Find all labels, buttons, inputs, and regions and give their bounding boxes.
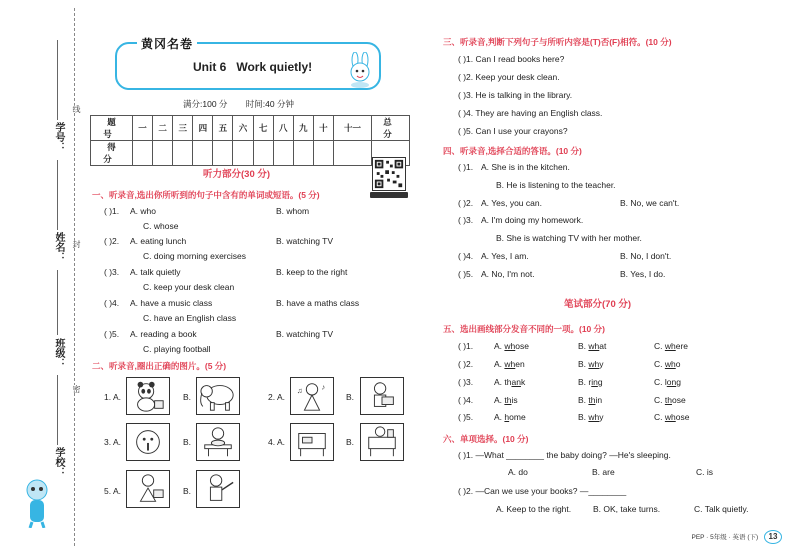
rabbit-icon (345, 52, 375, 88)
word-part: A. th (494, 377, 512, 387)
exam-time: 时间:40 分钟 (245, 99, 294, 109)
sec1-q1-opt-c[interactable]: C. whose (143, 221, 179, 231)
sec1-q1-number: ( )1. (104, 206, 120, 216)
pic-3a[interactable] (126, 423, 170, 461)
sec4-q5-number: ( )5. (458, 269, 474, 279)
underlined-letters: wh (664, 359, 676, 369)
sec5-q3-opt-b[interactable] (578, 377, 603, 387)
sec1-q2-opt-a[interactable]: A. eating lunch (130, 236, 187, 246)
word-part: B. r (578, 377, 592, 387)
girl-writing-icon (127, 471, 169, 507)
binding-margin (0, 0, 88, 554)
sec5-q4-opt-a[interactable] (494, 395, 518, 405)
sec3-q5[interactable]: ( )5. Can I use your crayons? (458, 126, 568, 136)
sec4-q5-opt-b[interactable]: B. Yes, I do. (620, 269, 666, 279)
elephant-icon (197, 378, 239, 414)
underlined-letters: in (591, 377, 598, 387)
sec6-q2: ( )2. —Can we use your books? —________ (458, 486, 627, 496)
word-part: A. (494, 359, 505, 369)
sec5-q2-opt-c[interactable] (654, 359, 680, 369)
cut-mark-line: 线 (72, 105, 81, 113)
underlined-letters: wh (664, 412, 676, 422)
underlined-letters: th (504, 395, 512, 405)
sec4-q4-opt-a[interactable]: A. Yes, I am. (481, 251, 529, 261)
pic-3a-label: 3. A. (104, 437, 122, 447)
score-table-header-row: 题 号 一 二 三 四 五 六 七 八 九 十 十一 总 分 (91, 116, 410, 141)
section-4-title: 四、听录音,选择合适的答语。(10 分) (443, 146, 582, 156)
pic-4b-label: B. (346, 437, 355, 447)
sec5-q3-opt-c[interactable] (654, 377, 681, 387)
word-part: C. l (654, 377, 667, 387)
pic-5b[interactable] (196, 470, 240, 508)
word-part: k (520, 377, 526, 387)
sec5-q4-opt-c[interactable] (654, 395, 686, 405)
sec5-q2-opt-b[interactable] (578, 359, 604, 369)
sec1-q4-opt-c[interactable]: C. have an English class (143, 313, 237, 323)
score-table-score-row: 得 分 (91, 141, 410, 166)
girl-music-icon (291, 378, 333, 414)
sec3-q2[interactable]: ( )2. Keep your desk clean. (458, 72, 560, 82)
svg-text:♫: ♫ (296, 386, 303, 396)
sec6-q1-opt-a[interactable]: A. do (508, 467, 528, 477)
word-part: o (675, 359, 681, 369)
sec1-q4-opt-b[interactable]: B. have a maths class (276, 298, 360, 308)
word-part: in (595, 395, 603, 405)
word-part: B. (578, 341, 589, 351)
sec1-q5-number: ( )5. (104, 329, 120, 339)
sec4-q3-number: ( )3. (458, 215, 474, 225)
school-label: 学校： (53, 447, 64, 477)
pic-3b-label: B. (183, 437, 192, 447)
word-part: ose (671, 395, 686, 405)
word-part: A. (494, 341, 505, 351)
sec1-q1-opt-b[interactable]: B. whom (276, 206, 310, 216)
pic-2a-label: 2. A. (268, 392, 286, 402)
word-part: ere (675, 341, 689, 351)
word-part: C. (654, 412, 665, 422)
cut-mark-secret: 密 (72, 385, 81, 393)
sec4-q3-opt-a[interactable]: A. I'm doing my homework. (481, 215, 584, 225)
sec5-q2-opt-a[interactable] (494, 359, 525, 369)
sec4-q1-number: ( )1. (458, 162, 474, 172)
word-part: C. (654, 359, 665, 369)
underlined-letters: on (666, 377, 677, 387)
word-part: ose (675, 412, 690, 422)
written-heading: 笔试部分(70 分) (564, 299, 632, 310)
sec4-q4-number: ( )4. (458, 251, 474, 261)
section-2-title: 二、听录音,圈出正确的图片。(5 分) (92, 361, 227, 371)
sec4-q1-opt-a[interactable]: A. She is in the kitchen. (481, 162, 570, 172)
messy-desk-icon (361, 424, 403, 460)
listening-heading: 听力部分(30 分) (203, 169, 271, 180)
pic-3b[interactable] (196, 423, 240, 461)
underlined-letters: wh (588, 341, 600, 351)
sec5-q3-opt-a[interactable] (494, 377, 525, 387)
sec5-q5-opt-a[interactable] (494, 412, 526, 422)
boy-reading-icon (361, 378, 403, 414)
pic-1a[interactable] (126, 377, 170, 415)
sec6-q1: ( )1. —What ________ the baby doing? —He's sleeping. (458, 450, 671, 460)
sec1-q5-opt-c[interactable]: C. playing football (143, 344, 211, 354)
sec1-q1-opt-a[interactable]: A. who (130, 206, 156, 216)
word-part: y (599, 412, 604, 422)
sec1-q2-opt-b[interactable]: B. watching TV (276, 236, 334, 246)
sec1-q4-number: ( )4. (104, 298, 120, 308)
pic-5a-label: 5. A. (104, 486, 122, 496)
quiet-face-icon (127, 424, 169, 460)
word-part: A. (494, 395, 505, 405)
pic-4a-label: 4. A. (268, 437, 286, 447)
eating-icon (197, 424, 239, 460)
full-score: 满分:100 分 (183, 99, 228, 109)
panda-icon (127, 378, 169, 414)
underlined-letters: wh (504, 359, 516, 369)
word-part: g (676, 377, 681, 387)
pic-2a[interactable] (290, 377, 334, 415)
sec5-q2-number: ( )2. (458, 359, 474, 369)
underlined-letters: wh (588, 412, 600, 422)
student-number-label: 学号： (53, 122, 64, 152)
sec1-q2-opt-c[interactable]: C. doing morning exercises (143, 251, 246, 261)
underlined-letters: an (511, 377, 521, 387)
brand-logo: 黄冈名卷 (137, 35, 197, 52)
page-footer (691, 530, 782, 544)
pic-1b[interactable] (196, 377, 240, 415)
word-part: C. (654, 395, 665, 405)
underlined-letters: th (588, 395, 596, 405)
word-part: is (511, 395, 518, 405)
sec5-q5-opt-c[interactable] (654, 412, 689, 422)
sec6-q2-opt-c[interactable]: C. Talk quietly. (694, 504, 749, 514)
sec5-q5-opt-b[interactable] (578, 412, 604, 422)
qr-code-icon[interactable] (372, 157, 406, 191)
underlined-letters: h (504, 412, 510, 422)
underlined-letters: wh (504, 341, 516, 351)
word-part: B. (578, 412, 589, 422)
word-part: A. (494, 412, 505, 422)
sec6-q1-opt-b[interactable]: B. are (592, 467, 615, 477)
sec5-q4-opt-b[interactable] (578, 395, 602, 405)
sec4-q2-opt-a[interactable]: A. Yes, you can. (481, 198, 542, 208)
qr-caption-bar (370, 192, 408, 198)
sec5-q1-number: ( )1. (458, 341, 474, 351)
unit-title: Unit 6 Work quietly! (193, 60, 313, 74)
sec4-q2-opt-b[interactable]: B. No, we can't. (620, 198, 680, 208)
underlined-letters: th (664, 395, 672, 405)
sec1-q3-opt-a[interactable]: A. talk quietly (130, 267, 181, 277)
pic-1a-label: 1. A. (104, 392, 122, 402)
sec5-q1-opt-a[interactable] (494, 341, 529, 351)
pic-2b[interactable] (360, 377, 404, 415)
underlined-letters: wh (664, 341, 676, 351)
class-label: 班级： (53, 338, 64, 368)
word-part: g (597, 377, 603, 387)
sec4-q4-opt-b[interactable]: B. No, I don't. (620, 251, 672, 261)
section-6-title: 六、单项选择。(10 分) (443, 434, 529, 444)
section-1-title: 一、听录音,选出你所听到的句子中含有的单词或短语。(5 分) (92, 190, 320, 200)
sec4-q2-number: ( )2. (458, 198, 474, 208)
sec5-q1-opt-b[interactable] (578, 341, 606, 351)
sec5-q1-opt-c[interactable] (654, 341, 688, 351)
word-part: ose (515, 341, 529, 351)
exam-info (183, 98, 310, 110)
sec3-q1[interactable]: ( )1. Can I read books here? (458, 54, 565, 64)
mascot-icon (24, 478, 50, 528)
word-part: y (599, 359, 604, 369)
underlined-letters: wh (588, 359, 600, 369)
sec1-q5-opt-b[interactable]: B. watching TV (276, 329, 334, 339)
svg-text:♪: ♪ (321, 382, 326, 392)
sec4-q3-opt-b[interactable]: B. She is watching TV with her mother. (496, 233, 642, 243)
sec4-q1-opt-b[interactable]: B. He is listening to the teacher. (496, 180, 616, 190)
pic-5a[interactable] (126, 470, 170, 508)
sec1-q4-opt-a[interactable]: A. have a music class (130, 298, 213, 308)
sec1-q3-opt-c[interactable]: C. keep your desk clean (143, 282, 235, 292)
section-3-title: 三、听录音,判断下列句子与所听内容是(T)否(F)相符。(10 分) (443, 37, 672, 47)
footer-text: PEP · 5年级 · 英语 (下) (691, 534, 759, 541)
word-part: en (515, 359, 525, 369)
pic-4b[interactable] (360, 423, 404, 461)
word-part: B. (578, 395, 589, 405)
word-part: C. (654, 341, 665, 351)
sec1-q3-opt-b[interactable]: B. keep to the right (276, 267, 348, 277)
cut-mark-seal: 封 (72, 240, 81, 248)
boy-pointing-icon (197, 471, 239, 507)
section-5-title: 五、选出画线部分发音不同的一项。(10 分) (443, 324, 605, 334)
sec3-q3[interactable]: ( )3. He is talking in the library. (458, 90, 573, 100)
title-banner (115, 37, 381, 90)
sec6-q2-opt-a[interactable]: A. Keep to the right. (496, 504, 572, 514)
page-number: 13 (764, 530, 782, 544)
cut-line (74, 8, 75, 546)
word-part: ome (509, 412, 526, 422)
score-table (90, 115, 410, 166)
sec6-q2-opt-b[interactable]: B. OK, take turns. (593, 504, 661, 514)
pic-4a[interactable] (290, 423, 334, 461)
sec6-q1-opt-c[interactable]: C. is (696, 467, 713, 477)
sec3-q4[interactable]: ( )4. They are having an English class. (458, 108, 603, 118)
sec5-q4-number: ( )4. (458, 395, 474, 405)
desk-icon (291, 424, 333, 460)
pic-5b-label: B. (183, 486, 192, 496)
name-label: 姓名： (53, 232, 64, 262)
pic-1b-label: B. (183, 392, 192, 402)
pic-2b-label: B. (346, 392, 355, 402)
sec1-q3-number: ( )3. (104, 267, 120, 277)
sec1-q5-opt-a[interactable]: A. reading a book (130, 329, 197, 339)
word-part: at (599, 341, 607, 351)
sec5-q3-number: ( )3. (458, 377, 474, 387)
sec1-q2-number: ( )2. (104, 236, 120, 246)
sec5-q5-number: ( )5. (458, 412, 474, 422)
sec4-q5-opt-a[interactable]: A. No, I'm not. (481, 269, 535, 279)
word-part: B. (578, 359, 589, 369)
